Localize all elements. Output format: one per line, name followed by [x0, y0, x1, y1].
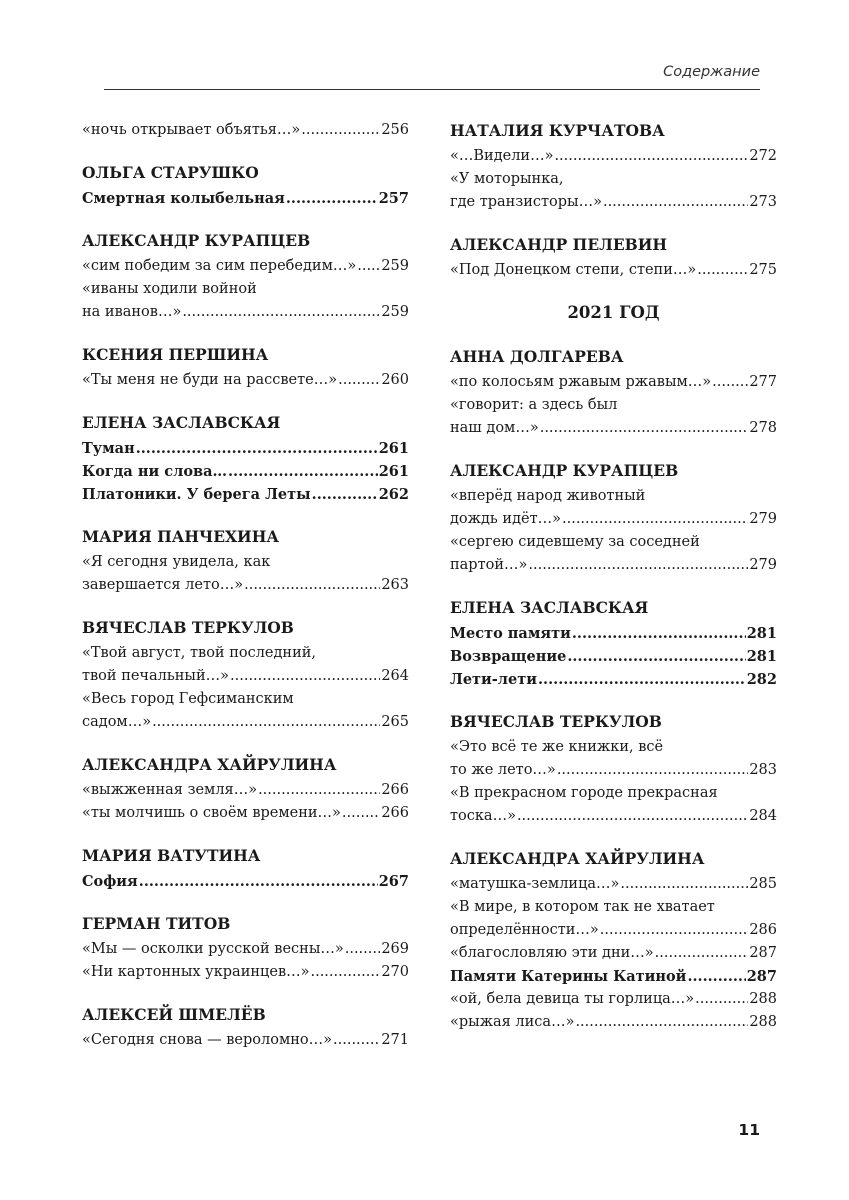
entry-title-row [450, 622, 777, 645]
toc-section [82, 844, 409, 893]
toc-entry [82, 483, 409, 506]
entry-title-row [450, 965, 777, 988]
toc-entry [450, 645, 777, 668]
entry-title-row [82, 369, 409, 392]
entry-title-line: София [82, 873, 138, 890]
entry-title-line: Платоники. У берега Леты [82, 486, 311, 503]
entry-page-number: 287 [749, 945, 777, 961]
dot-leader [286, 187, 378, 210]
toc-entry [450, 622, 777, 645]
entry-title-row [82, 870, 409, 893]
dot-leader [342, 802, 380, 825]
entry-page-number: 285 [749, 876, 777, 892]
entry-title-line: «…Видели…» [450, 148, 554, 164]
entry-title-line: дождь идёт…» [450, 511, 561, 527]
dot-leader [357, 255, 380, 278]
entry-page-number: 259 [381, 258, 409, 274]
entry-title-row [450, 873, 777, 896]
author-name: ГЕРМАН ТИТОВ [82, 914, 231, 933]
author-name: НАТАЛИЯ КУРЧАТОВА [450, 121, 665, 140]
entry-page-number: 272 [749, 148, 777, 164]
entry-title-line: Туман [82, 440, 135, 457]
entry-title-row [450, 554, 777, 577]
entry-title-line: «вперёд народ животный [450, 488, 646, 504]
entry-title-line: «Это всё те же книжки, всё [450, 739, 664, 755]
author-name: МАРИЯ ВАТУТИНА [82, 846, 261, 865]
entry-title-line: завершается лето…» [82, 577, 244, 593]
entry-title-line: Возвращение [450, 648, 567, 665]
entry-title-row [82, 938, 409, 961]
toc-entry [450, 668, 777, 691]
toc-section [450, 345, 777, 440]
entry-title-line: «В мире, в котором так не хватает [450, 899, 715, 915]
toc-section [82, 753, 409, 825]
entry-title-row [82, 187, 409, 210]
toc-section [450, 847, 777, 1034]
dot-leader [554, 145, 748, 168]
dot-leader [152, 711, 380, 734]
toc-entry [82, 802, 409, 825]
dot-leader [562, 508, 748, 531]
entry-page-number: 271 [381, 1032, 409, 1048]
toc-entry [450, 485, 777, 531]
entry-page-number: 266 [381, 782, 409, 798]
author-name: АЛЕКСАНДРА ХАЙРУЛИНА [82, 755, 337, 774]
entry-title-line: «ночь открывает объятья…» [82, 122, 301, 138]
entry-title-row [82, 437, 409, 460]
toc-entry [450, 259, 777, 282]
toc-entry [450, 531, 777, 577]
entry-title-line: «Ты меня не буди на рассвете…» [82, 372, 338, 388]
entry-page-number: 261 [378, 463, 409, 480]
toc-entry [450, 873, 777, 896]
entry-page-number: 288 [749, 991, 777, 1007]
toc-entry [82, 187, 409, 210]
entry-page-number: 282 [746, 671, 777, 688]
toc-section [82, 119, 409, 142]
entry-page-number: 283 [749, 762, 777, 778]
author-name: АЛЕКСЕЙ ШМЕЛЁВ [82, 1005, 266, 1024]
entry-page-number: 265 [381, 714, 409, 730]
running-head: Содержание [663, 64, 760, 80]
entry-title-line: Место памяти [450, 625, 571, 642]
entry-page-number: 284 [749, 808, 777, 824]
entry-title-line: садом…» [82, 714, 152, 730]
entry-page-number: 281 [746, 625, 777, 642]
year-heading: 2021 ГОД [567, 303, 660, 322]
author-name: АЛЕКСАНДР ПЕЛЕВИН [450, 235, 668, 254]
dot-leader [538, 668, 746, 691]
entry-page-number: 264 [381, 668, 409, 684]
entry-title-row [450, 645, 777, 668]
dot-leader [312, 483, 378, 506]
entry-title-line: «матушка-землица…» [450, 876, 620, 892]
entry-page-number: 278 [749, 420, 777, 436]
entry-title-row [450, 988, 777, 1011]
dot-leader [244, 574, 380, 597]
author-name: ВЯЧЕСЛАВ ТЕРКУЛОВ [450, 712, 662, 731]
entry-title-line: где транзисторы…» [450, 194, 602, 210]
toc-entry [82, 870, 409, 893]
dot-leader [230, 665, 380, 688]
toc-entry [450, 145, 777, 168]
toc-section [82, 411, 409, 506]
entry-title-row [450, 805, 777, 828]
dot-leader [540, 417, 749, 440]
entry-title-line: «рыжая лиса…» [450, 1014, 575, 1030]
toc-entry [450, 782, 777, 828]
toc-section [82, 912, 409, 984]
entry-title-line: «по колосьям ржавым ржавым…» [450, 374, 712, 390]
toc-section [450, 119, 777, 214]
entry-title-row [450, 508, 777, 531]
author-name: ВЯЧЕСЛАВ ТЕРКУЛОВ [82, 618, 294, 637]
dot-leader [310, 961, 380, 984]
dot-leader [345, 938, 381, 961]
entry-page-number: 266 [381, 805, 409, 821]
entry-title-line: определённости…» [450, 922, 599, 938]
entry-page-number: 287 [746, 968, 777, 985]
toc-entry [82, 119, 409, 142]
entry-title-row [82, 119, 409, 142]
author-name: АННА ДОЛГАРЕВА [450, 347, 624, 366]
toc-entry [450, 371, 777, 394]
toc-entry [450, 942, 777, 965]
entry-page-number: 269 [381, 941, 409, 957]
toc-entry [450, 168, 777, 214]
entry-title-row [450, 145, 777, 168]
toc-entry [450, 394, 777, 440]
entry-page-number: 259 [381, 304, 409, 320]
entry-title-row [82, 574, 409, 597]
entry-title-line: «Я сегодня увидела, как [82, 554, 271, 570]
entry-title-line: «Ни картонных украинцев…» [82, 964, 310, 980]
dot-leader [655, 942, 749, 965]
dot-leader [695, 988, 748, 1011]
toc-entry [82, 369, 409, 392]
entry-title-row [450, 668, 777, 691]
toc-section [82, 525, 409, 597]
author-name: КСЕНИЯ ПЕРШИНА [82, 345, 269, 364]
dot-leader [517, 805, 748, 828]
dot-leader [567, 645, 745, 668]
author-name: ОЛЬГА СТАРУШКО [82, 163, 259, 182]
entry-page-number: 262 [378, 486, 409, 503]
entry-title-row [82, 1029, 409, 1052]
toc-entry [450, 988, 777, 1011]
dot-leader [301, 119, 380, 142]
entry-title-row [450, 417, 777, 440]
entry-title-row [82, 711, 409, 734]
toc-entry [82, 938, 409, 961]
entry-title-line: «сергею сидевшему за соседней [450, 534, 700, 550]
dot-leader [182, 301, 380, 324]
dot-leader [139, 870, 378, 893]
entry-page-number: 279 [749, 511, 777, 527]
author-name: МАРИЯ ПАНЧЕХИНА [82, 527, 279, 546]
toc-entry [82, 437, 409, 460]
entry-title-line: «Сегодня снова — вероломно…» [82, 1032, 333, 1048]
dot-leader [687, 965, 745, 988]
entry-title-line: «Весь город Гефсиманским [82, 691, 294, 707]
entry-title-line: «ой, бела девица ты горлица…» [450, 991, 695, 1007]
toc-entry [82, 779, 409, 802]
entry-title-line: на иванов…» [82, 304, 182, 320]
dot-leader [620, 873, 748, 896]
entry-title-line: «сим победим за сим перебедим…» [82, 258, 357, 274]
toc-left-column [82, 119, 409, 1071]
toc-entry [82, 255, 409, 278]
toc-section [82, 1003, 409, 1052]
entry-title-row [450, 191, 777, 214]
entry-title-line: «выжженная земля…» [82, 782, 258, 798]
entry-title-row [82, 961, 409, 984]
dot-leader [600, 919, 749, 942]
toc-section [450, 233, 777, 282]
toc-entry [82, 460, 409, 483]
toc-section [450, 596, 777, 691]
toc-section [82, 161, 409, 210]
entry-page-number: 263 [381, 577, 409, 593]
dot-leader [228, 460, 378, 483]
entry-title-row [450, 371, 777, 394]
toc-right-column [450, 119, 777, 1053]
toc-entry [82, 1029, 409, 1052]
entry-title-line: «Твой август, твой последний, [82, 645, 317, 661]
author-name: ЕЛЕНА ЗАСЛАВСКАЯ [450, 598, 649, 617]
dot-leader [557, 759, 749, 782]
page-number: 11 [738, 1121, 760, 1139]
author-name: АЛЕКСАНДР КУРАПЦЕВ [450, 461, 679, 480]
entry-title-row [82, 779, 409, 802]
entry-title-row [82, 255, 409, 278]
entry-title-line: Смертная колыбельная [82, 190, 285, 207]
author-name: ЕЛЕНА ЗАСЛАВСКАЯ [82, 413, 281, 432]
entry-title-row [450, 259, 777, 282]
entry-page-number: 260 [381, 372, 409, 388]
dot-leader [136, 437, 378, 460]
author-name: АЛЕКСАНДРА ХАЙРУЛИНА [450, 849, 705, 868]
toc-entry [450, 1011, 777, 1034]
entry-page-number: 288 [749, 1014, 777, 1030]
toc-section [450, 710, 777, 828]
dot-leader [528, 554, 748, 577]
entry-title-line: «благословляю эти дни…» [450, 945, 654, 961]
entry-page-number: 275 [749, 262, 777, 278]
toc-entry [450, 896, 777, 942]
entry-title-line: «Под Донецком степи, степи…» [450, 262, 697, 278]
dot-leader [575, 1011, 748, 1034]
toc-entry [82, 642, 409, 688]
dot-leader [333, 1029, 380, 1052]
entry-title-row [450, 759, 777, 782]
dot-leader [603, 191, 748, 214]
entry-title-line: Когда ни слова… [82, 463, 227, 480]
author-name: АЛЕКСАНДР КУРАПЦЕВ [82, 231, 311, 250]
entry-title-row [82, 802, 409, 825]
entry-title-row [450, 942, 777, 965]
toc-section [82, 343, 409, 392]
entry-title-line: «ты молчишь о своём времени…» [82, 805, 341, 821]
dot-leader [258, 779, 380, 802]
entry-title-line: Лети-лети [450, 671, 537, 688]
toc-section [450, 459, 777, 577]
entry-title-line: «У моторынка, [450, 171, 564, 187]
toc-section [82, 616, 409, 734]
dot-leader [338, 369, 380, 392]
entry-page-number: 286 [749, 922, 777, 938]
entry-page-number: 277 [749, 374, 777, 390]
entry-title-line: «говорит: а здесь был [450, 397, 618, 413]
entry-title-line: «иваны ходили войной [82, 281, 257, 297]
entry-page-number: 279 [749, 557, 777, 573]
entry-title-line: твой печальный…» [82, 668, 230, 684]
header-rule [104, 89, 760, 90]
entry-title-line: наш дом…» [450, 420, 539, 436]
entry-title-row [82, 301, 409, 324]
entry-page-number: 281 [746, 648, 777, 665]
entry-title-row [82, 665, 409, 688]
entry-title-row [82, 483, 409, 506]
entry-page-number: 270 [381, 964, 409, 980]
toc-section [82, 229, 409, 324]
toc-entry [450, 736, 777, 782]
entry-title-line: «Мы — осколки русской весны…» [82, 941, 344, 957]
entry-page-number: 261 [378, 440, 409, 457]
entry-page-number: 273 [749, 194, 777, 210]
entry-title-row [450, 1011, 777, 1034]
entry-title-line: тоска…» [450, 808, 516, 824]
toc-entry [82, 688, 409, 734]
entry-title-row [82, 460, 409, 483]
entry-page-number: 267 [378, 873, 409, 890]
toc-entry [82, 278, 409, 324]
entry-title-line: Памяти Катерины Катиной [450, 968, 687, 985]
entry-title-row [450, 919, 777, 942]
toc-entry [450, 965, 777, 988]
entry-title-line: то же лето…» [450, 762, 556, 778]
dot-leader [572, 622, 746, 645]
toc-entry [82, 961, 409, 984]
dot-leader [697, 259, 748, 282]
toc-entry [82, 551, 409, 597]
entry-title-line: партой…» [450, 557, 528, 573]
entry-page-number: 256 [381, 122, 409, 138]
entry-title-line: «В прекрасном городе прекрасная [450, 785, 718, 801]
dot-leader [712, 371, 748, 394]
entry-page-number: 257 [378, 190, 409, 207]
